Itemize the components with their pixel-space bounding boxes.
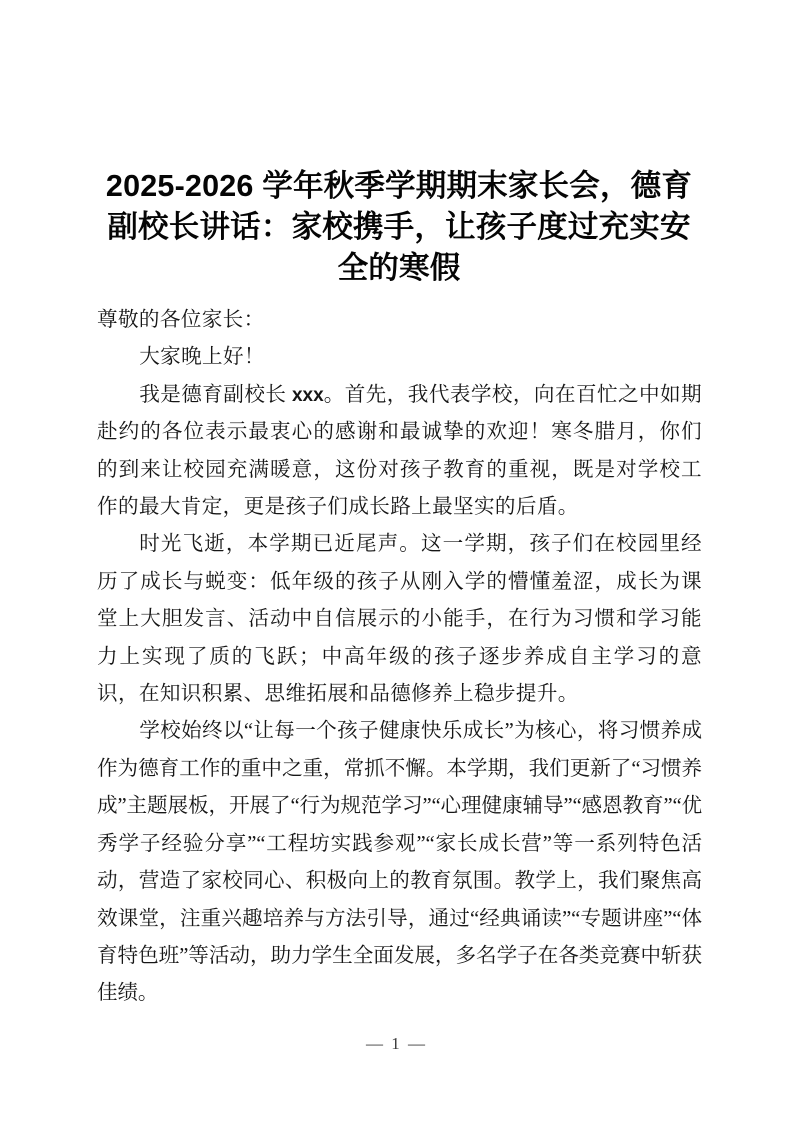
paragraph-intro-lead: 我是德育副校长 <box>139 383 292 406</box>
paragraph-growth: 时光飞逝，本学期已近尾声。这一学期，孩子们在校园里经历了成长与蜕变：低年级的孩子从刚入学的懵懂羞涩，成长为课堂上大胆发言、活动中自信展示的小能手，在行为习惯和学习能力上实现了质的飞跃；中高年级的孩子逐步养成自主学习的意识，在知识积累、思维拓展和品德修养上稳步提升。 <box>97 533 702 706</box>
page-title: 2025-2026 学年秋季学期期末家长会，德育副校长讲话：家校携手，让孩子度过充实安全的寒假 <box>105 169 693 286</box>
paragraph-greeting: 大家晚上好！ <box>139 346 265 369</box>
page-number-footer: — 1 — <box>366 1034 427 1053</box>
paragraph-intro-emphasis: xxx <box>291 384 324 406</box>
paragraph-salutation: 尊敬的各位家长： <box>97 309 265 331</box>
paragraph-intro <box>97 377 702 527</box>
paragraph-moral-education: 学校始终以“让每一个孩子健康快乐成长”为核心，将习惯养成作为德育工作的重中之重，常抓不懈。本学期，我们更新了“习惯养成”主题展板，开展了“行为规范学习”“心理健康辅导”“感恩教育”“优秀学子经验分享”“工程坊实践参观”“家长成长营”等一系列特色活动，营造了家校同心、积极向上的教育氛围。教学上，我们聚焦高效课堂，注重兴趣培养与方法引导，通过“经典诵读”“专题讲座”“体育特色班”等活动，助力学生全面发展，多名学子在各类竞赛中斩获佳绩。 <box>97 720 702 1005</box>
document-body <box>97 302 702 1013</box>
paragraph-intro-rest: 。首先，我代表学校，向在百忙之中如期赴约的各位表示最衷心的感谢和最诚挚的欢迎！寒冬腊月，你们的到来让校园充满暖意，这份对孩子教育的重视，既是对学校工作的最大肯定，更是孩子们成长路上最坚实的后盾。 <box>97 383 702 519</box>
